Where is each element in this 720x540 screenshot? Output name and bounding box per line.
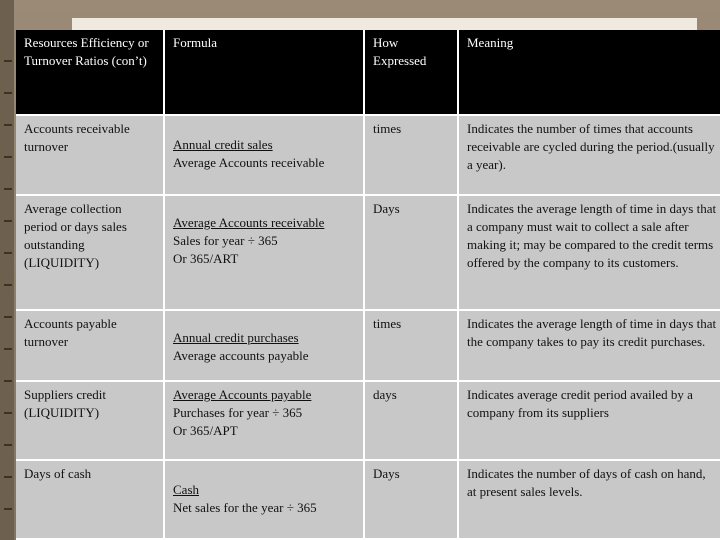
binder-tick [4, 476, 12, 478]
formula-numerator: Cash [173, 482, 199, 497]
formula-denominator: Average accounts payable [173, 348, 309, 363]
ratio-name: Accounts receivable turnover [16, 115, 164, 195]
binder-tick [4, 380, 12, 382]
formula-numerator: Annual credit purchases [173, 330, 299, 345]
table-row [16, 460, 720, 539]
paper-backdrop [72, 18, 697, 30]
header-how-expressed: How Expressed [364, 30, 458, 115]
formula-cell [164, 195, 364, 310]
ratio-name: Accounts payable turnover [16, 310, 164, 381]
formula-alternative: Or 365/APT [173, 423, 238, 438]
meaning: Indicates the average length of time in days that the company takes to pay its credit purchases. [458, 310, 720, 381]
header-ratio: Resources Efficiency or Turnover Ratios (con’t) [16, 30, 164, 115]
formula-alternative: Or 365/ART [173, 251, 239, 266]
formula-denominator: Net sales for the year ÷ 365 [173, 500, 317, 515]
formula-denominator: Sales for year ÷ 365 [173, 233, 278, 248]
formula-numerator: Average Accounts receivable [173, 215, 325, 230]
meaning: Indicates the number of days of cash on hand, at present sales levels. [458, 460, 720, 539]
formula-cell [164, 381, 364, 460]
binder-tick [4, 188, 12, 190]
binder-tick [4, 60, 12, 62]
binder-tick [4, 156, 12, 158]
formula-cell [164, 310, 364, 381]
table-row [16, 195, 720, 310]
ratio-name: Average collection period or days sales outstanding (LIQUIDITY) [16, 195, 164, 310]
binder-tick [4, 124, 12, 126]
formula-numerator: Annual credit sales [173, 137, 273, 152]
binder-tick [4, 252, 12, 254]
ratio-name: Suppliers credit (LIQUIDITY) [16, 381, 164, 460]
table-header-row [16, 30, 720, 115]
meaning: Indicates average credit period availed by a company from its suppliers [458, 381, 720, 460]
binder-tick [4, 284, 12, 286]
table-row [16, 310, 720, 381]
meaning: Indicates the average length of time in days that a company must wait to collect a sale after making it; may be compared to the credit terms offered by the company to its customers. [458, 195, 720, 310]
how-expressed: Days [364, 460, 458, 539]
how-expressed: times [364, 310, 458, 381]
formula-numerator: Average Accounts payable [173, 387, 312, 402]
binder-tick [4, 444, 12, 446]
binder-tick [4, 412, 12, 414]
formula-cell [164, 115, 364, 195]
binder-tick [4, 220, 12, 222]
header-formula: Formula [164, 30, 364, 115]
binder-strip [0, 0, 14, 540]
binder-tick [4, 92, 12, 94]
meaning: Indicates the number of times that accounts receivable are cycled during the period.(usually a year). [458, 115, 720, 195]
table-row [16, 115, 720, 195]
binder-tick [4, 348, 12, 350]
ratio-name: Days of cash [16, 460, 164, 539]
ratios-table [16, 30, 720, 540]
formula-cell [164, 460, 364, 539]
header-meaning: Meaning [458, 30, 720, 115]
formula-denominator: Purchases for year ÷ 365 [173, 405, 303, 420]
formula-denominator: Average Accounts receivable [173, 155, 325, 170]
binder-tick [4, 508, 12, 510]
binder-tick [4, 316, 12, 318]
how-expressed: times [364, 115, 458, 195]
how-expressed: Days [364, 195, 458, 310]
table-row [16, 381, 720, 460]
how-expressed: days [364, 381, 458, 460]
